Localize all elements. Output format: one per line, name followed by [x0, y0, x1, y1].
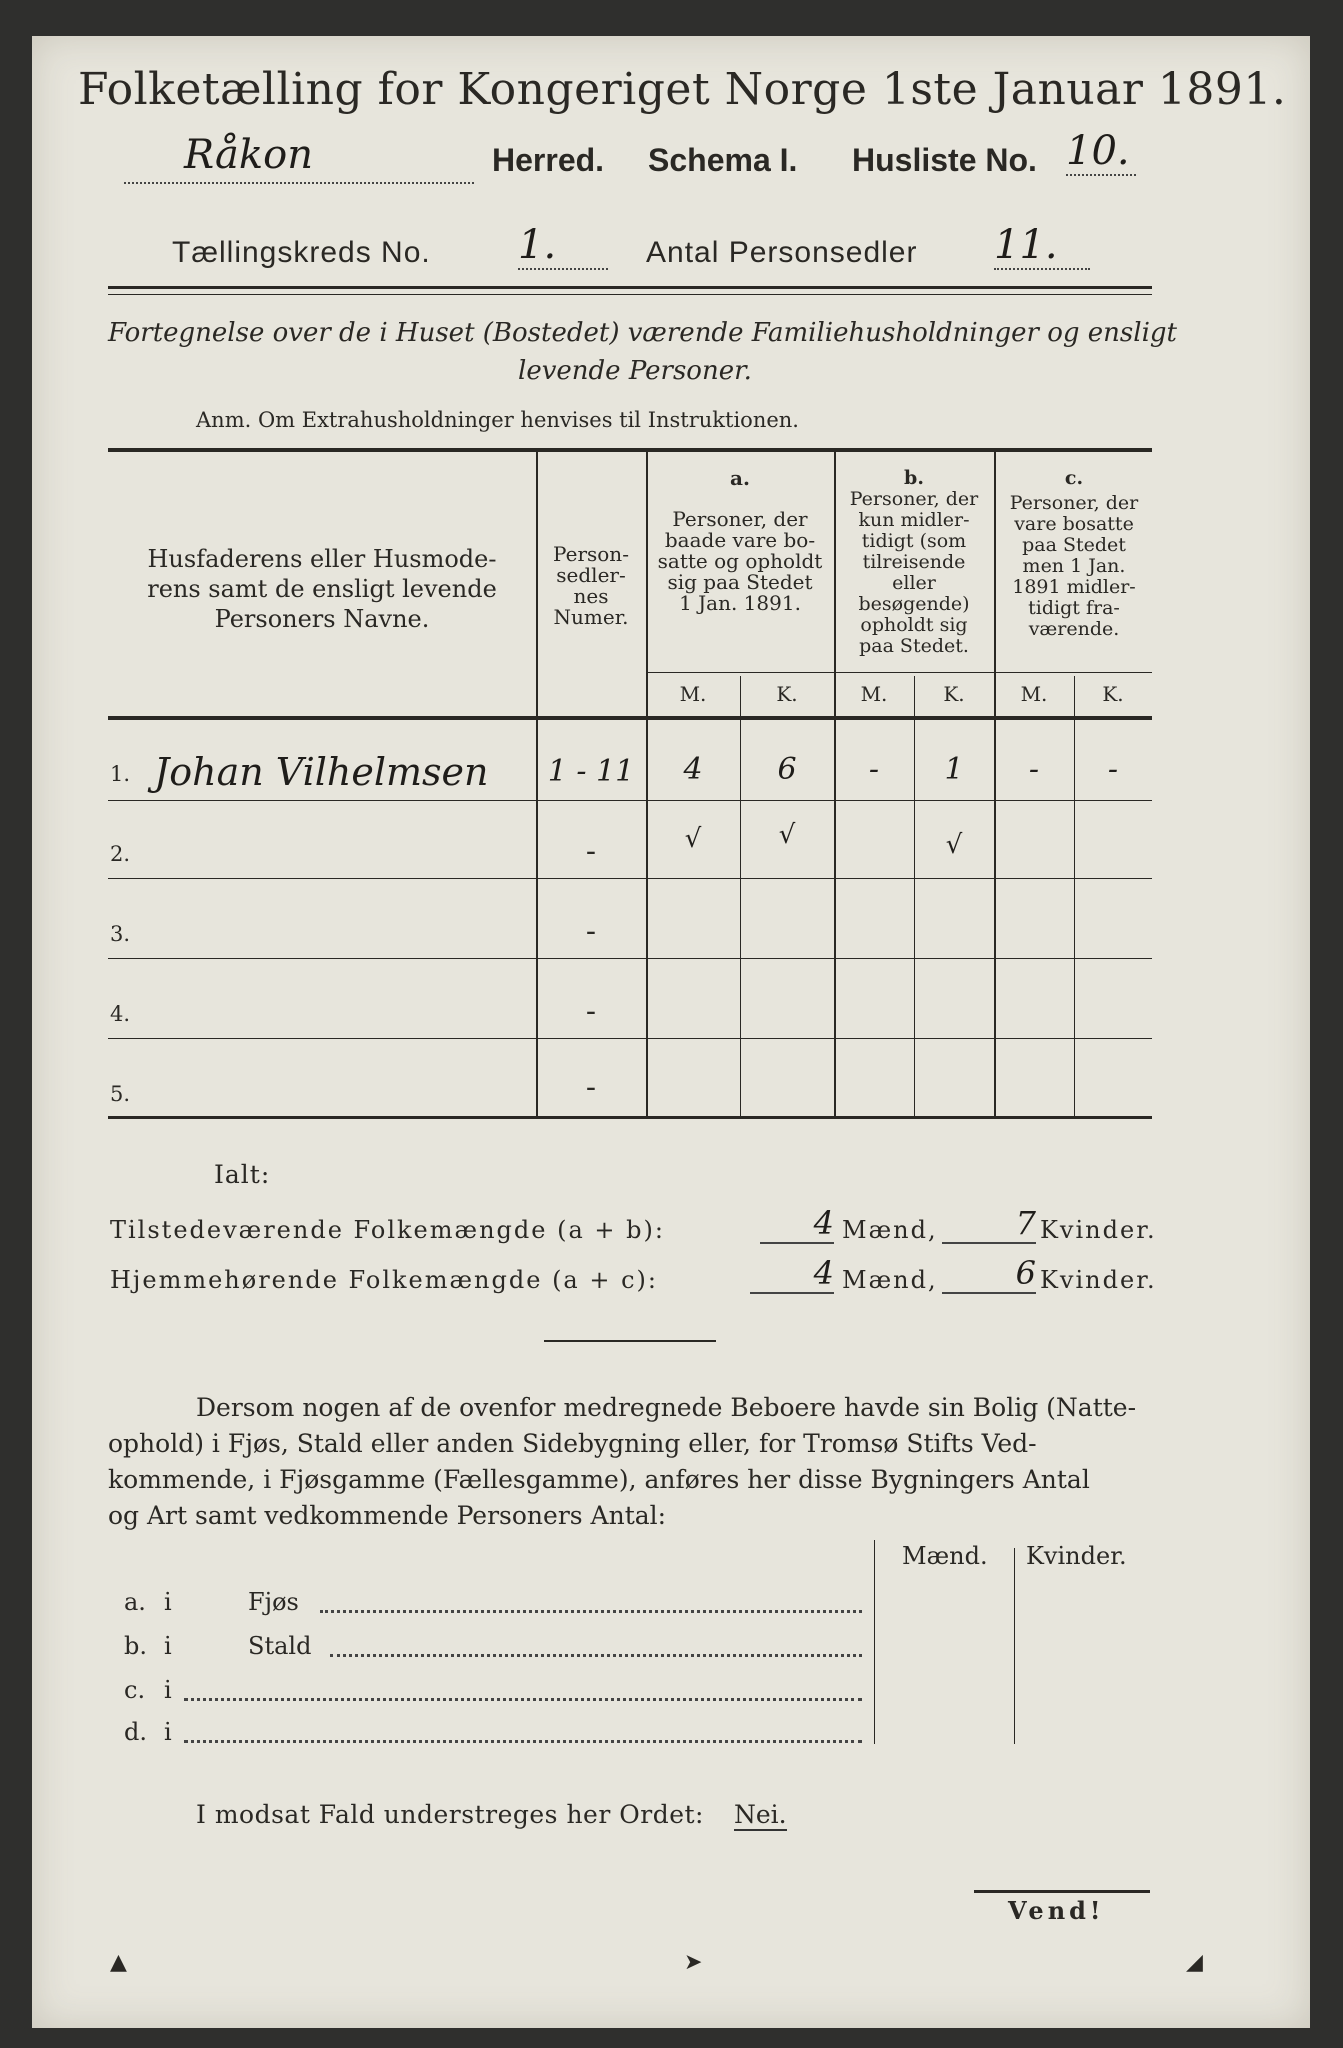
tilstede-maend-label: Mænd, — [842, 1216, 938, 1244]
col-header-name: Husfaderens eller Husmode- rens samt de ensligt levende Personers Navne. — [147, 545, 497, 633]
building-row-prep: i — [164, 1632, 172, 1660]
table-bottom-rule — [108, 1116, 1152, 1119]
paragraph-line1: Dersom nogen af de ovenfor medregnede Beboere havde sin Bolig (Natte- — [196, 1393, 1137, 1422]
kreds-label: Tællingskreds No. — [172, 236, 431, 269]
corner-mark-icon: ◢ — [1186, 1950, 1203, 1975]
a-women-value: 6 — [777, 752, 797, 787]
row-separator — [108, 878, 1152, 879]
a-men-check: √ — [684, 824, 702, 854]
row-number: 1. — [110, 762, 131, 786]
husliste-value: 10. — [1066, 128, 1136, 176]
tilstede-label: Tilstedeværende Folkemængde (a + b): — [110, 1216, 665, 1244]
col-header-num: Person- sedler- nes Numer. — [553, 542, 629, 629]
row-number: 4. — [110, 1002, 131, 1026]
building-row-dots — [184, 1698, 862, 1701]
row-separator — [108, 1038, 1152, 1039]
row-number: 3. — [110, 922, 131, 946]
row-separator — [108, 800, 1152, 801]
building-row-prep: i — [164, 1676, 172, 1704]
paragraph-line2: ophold) i Fjøs, Stald eller anden Sidebygning eller, for Tromsø Stifts Ved- — [108, 1429, 1037, 1458]
b-k-label: K. — [943, 682, 965, 706]
herred-value: Råkon — [184, 132, 313, 178]
c-k-label: K. — [1102, 682, 1124, 706]
a-men-value: 4 — [683, 752, 703, 787]
building-row-dots — [330, 1654, 862, 1657]
b-women-check: √ — [945, 830, 963, 860]
a-m-label: M. — [679, 682, 707, 706]
b-men-value: - — [868, 752, 880, 787]
c-m-label: M. — [1020, 682, 1048, 706]
husliste-label: Husliste No. — [852, 142, 1037, 178]
personsedler-number: 1 - 11 — [547, 754, 635, 789]
col-header-c: c. Personer, der vare bosatte paa Stedet men 1 Jan. 1891 midler- tidigt fra- værende. — [1009, 467, 1139, 640]
hjemme-kvinder-label: Kvinder. — [1040, 1266, 1157, 1294]
building-row-name: Fjøs — [248, 1588, 299, 1616]
row-number: 2. — [110, 842, 131, 866]
ialt-label: Ialt: — [214, 1160, 271, 1189]
paragraph-line4: og Art samt vedkommende Personers Antal: — [108, 1501, 667, 1530]
personsedler-label: Antal Personsedler — [646, 236, 918, 269]
building-row-letter: a. — [124, 1588, 146, 1616]
building-row-letter: b. — [124, 1632, 147, 1660]
paragraph-line3: kommende, i Fjøsgamme (Fællesgamme), anføres her disse Bygningers Antal — [108, 1465, 1090, 1494]
c-women-value: - — [1107, 752, 1119, 787]
row-separator — [108, 958, 1152, 959]
section-divider — [544, 1340, 716, 1342]
vend-rule — [974, 1890, 1150, 1893]
building-row-letter: d. — [124, 1718, 147, 1746]
hjemme-label: Hjemmehørende Folkemængde (a + c): — [110, 1266, 658, 1294]
a-women-check: √ — [778, 820, 796, 850]
buildings-maend-header: Mænd. — [902, 1542, 988, 1570]
header-rule — [108, 286, 1152, 289]
personsedler-number: - — [585, 914, 597, 949]
buildings-divider-mid — [1014, 1548, 1015, 1744]
hjemme-women-value: 6 — [942, 1254, 1036, 1294]
tilstede-kvinder-label: Kvinder. — [1040, 1216, 1157, 1244]
tilstede-women-value: 7 — [942, 1204, 1036, 1244]
hjemme-maend-label: Mænd, — [842, 1266, 938, 1294]
nei-word: Nei. — [734, 1800, 787, 1829]
buildings-divider-left — [874, 1540, 875, 1744]
building-row-letter: c. — [124, 1676, 146, 1704]
schema-label: Schema I. — [648, 142, 798, 178]
building-row-name: Stald — [248, 1632, 312, 1660]
tilstede-men-value: 4 — [760, 1204, 834, 1244]
intro-line2: levende Personer. — [518, 356, 752, 386]
modsat-text: I modsat Fald understreges her Ordet: — [196, 1800, 704, 1829]
a-k-label: K. — [776, 682, 798, 706]
herred-field — [124, 132, 474, 184]
c-men-value: - — [1028, 752, 1040, 787]
intro-line1: Fortegnelse over de i Huset (Bostedet) værende Familiehusholdninger og ensligt — [108, 318, 1177, 348]
form-title: Folketælling for Kongeriget Norge 1ste Januar 1891. — [78, 64, 1287, 115]
personsedler-number: - — [585, 1070, 597, 1105]
building-row-dots — [184, 1740, 862, 1743]
col-header-a: a. Personer, der baade vare bo- satte og opholdt sig paa Stedet 1 Jan. 1891. — [657, 466, 823, 615]
mk-rule — [646, 672, 1152, 673]
col-header-b: b. Personer, der kun midler- tidigt (som tilreisende eller besøgende) opholdt sig paa Stedet. — [849, 467, 979, 657]
personsedler-number: - — [585, 994, 597, 1029]
row-number: 5. — [110, 1082, 131, 1106]
personsedler-value: 11. — [994, 222, 1090, 270]
anm-note: Anm. Om Extrahusholdninger henvises til Instruktionen. — [196, 408, 799, 432]
triangle-mark-icon: ▲ — [110, 1950, 127, 1975]
kreds-value: 1. — [518, 222, 608, 270]
header-rule-thin — [108, 294, 1152, 295]
hjemme-men-value: 4 — [750, 1254, 834, 1294]
b-m-label: M. — [860, 682, 888, 706]
building-row-prep: i — [164, 1588, 172, 1616]
b-women-value: 1 — [944, 752, 964, 787]
arrow-mark-icon: ➤ — [684, 1950, 703, 1975]
personsedler-number: - — [585, 834, 597, 869]
building-row-prep: i — [164, 1718, 172, 1746]
herred-label: Herred. — [492, 142, 605, 178]
household-head-name: Johan Vilhelmsen — [154, 750, 489, 794]
building-row-dots — [320, 1610, 862, 1613]
buildings-kvinder-header: Kvinder. — [1026, 1542, 1127, 1570]
vend-text: Vend! — [1008, 1896, 1105, 1925]
